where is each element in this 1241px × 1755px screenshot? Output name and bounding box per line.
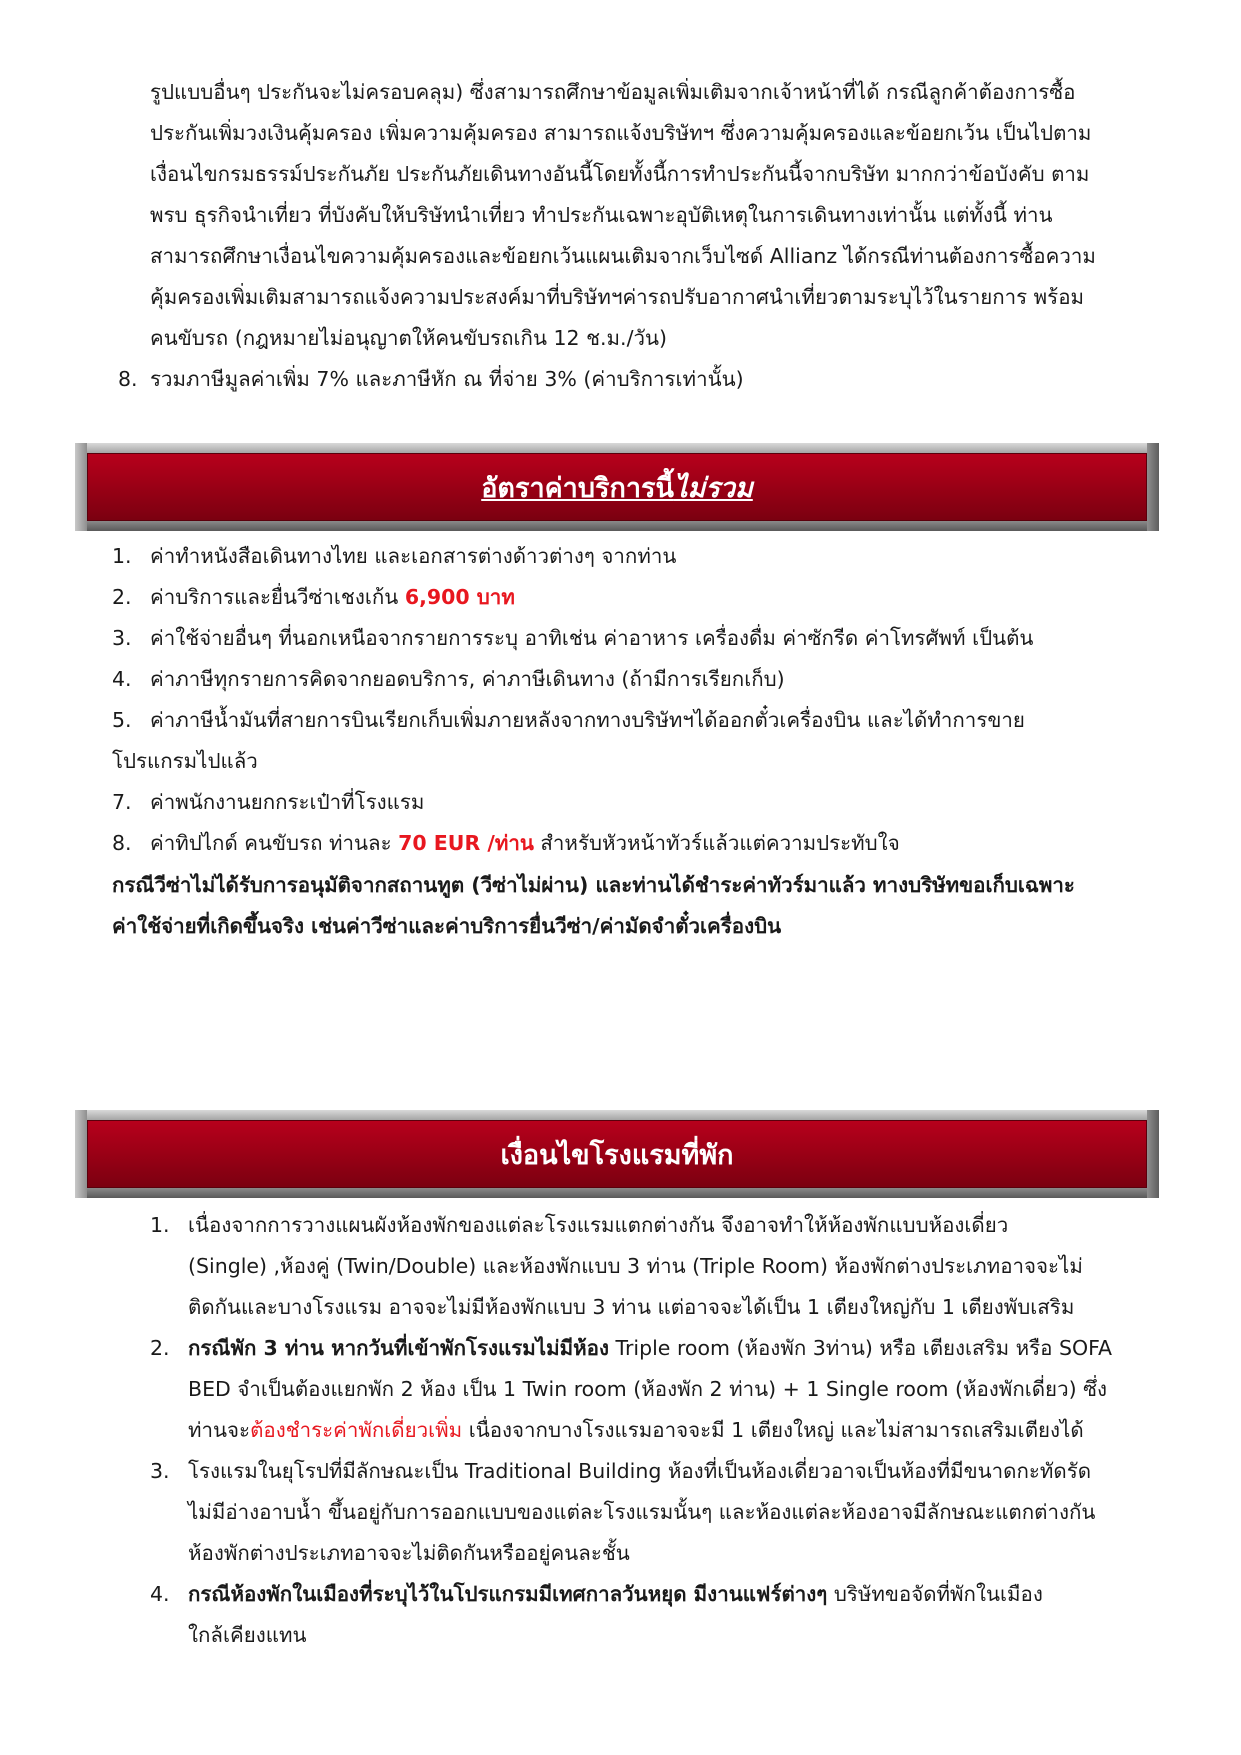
list-item-line (188, 1574, 1043, 1614)
list-item-line: ติดกันและบางโรงแรม อาจจะไม่มีห้องพักแบบ 3 ท่าน แต่อาจจะได้เป็น 1 เตียงใหญ่กับ 1 เตียงพับเสริม (188, 1295, 1075, 1319)
intro-line: ประกันเพิ่มวงเงินคุ้มครอง เพิ่มความคุ้มครอง สามารถแจ้งบริษัทฯ ซึ่งความคุ้มครองและข้อยกเว้น เป็นไปตาม (150, 121, 1092, 145)
visa-note-line: ค่าใช้จ่ายที่เกิดขึ้นจริง เช่นค่าวีซ่าและค่าบริการยื่นวีซ่า/ค่ามัดจำตั๋วเครื่องบิน (112, 914, 782, 938)
list-number: 4. (112, 667, 132, 691)
list-item-text: ค่าบริการและยื่นวีซ่าเชงเก้น (150, 585, 405, 609)
intro-line: เงื่อนไขกรมธรรม์ประกันภัย ประกันภัยเดินทางอันนี้โดยทั้งนี้การทำประกันนี้จากบริษัท มากกว่าข้อบังคับ ตาม (150, 162, 1090, 186)
list-item-line: ไม่มีอ่างอาบน้ำ ขึ้นอยู่กับการออกแบบของแต่ละโรงแรมนั้นๆ และห้องแต่ละห้องอาจมีลักษณะแตกต่างกัน (188, 1500, 1096, 1524)
list-item-text: ค่าทิปไกด์ คนขับรถ ท่านละ (150, 831, 399, 855)
intro-line: สามารถศึกษาเงื่อนไขความคุ้มครองและข้อยกเว้นแผนเติมจากเว็บไซด์ Allianz ได้กรณีท่านต้องการซื้อความ (150, 244, 1096, 268)
list-number: 2. (150, 1336, 170, 1360)
title-text: อัตราค่าบริการนี้ (481, 472, 674, 504)
intro-line: คนขับรถ (กฎหมายไม่อนุญาตให้คนขับรถเกิน 12 ช.ม./วัน) (150, 326, 667, 350)
list-item-text: รวมภาษีมูลค่าเพิ่ม 7% และภาษีหัก ณ ที่จ่าย 3% (ค่าบริการเท่านั้น) (150, 367, 744, 391)
list-item-text: ค่าภาษีทุกรายการคิดจากยอดบริการ, ค่าภาษีเดินทาง (ถ้ามีการเรียกเก็บ) (150, 667, 785, 691)
list-item-text: ค่าใช้จ่ายอื่นๆ ที่นอกเหนือจากรายการระบุ อาทิเช่น ค่าอาหาร เครื่องดื่ม ค่าซักรีด ค่าโทรศัพท์ เป็นต้น (150, 626, 1034, 650)
list-number: 1. (150, 1213, 170, 1237)
list-item-line: ห้องพักต่างประเภทอาจจะไม่ติดกันหรืออยู่คนละชั้น (188, 1541, 630, 1565)
list-number: 8. (112, 831, 132, 855)
list-number: 3. (112, 626, 132, 650)
intro-line: พรบ ธุรกิจนำเที่ยว ที่บังคับให้บริษัทนำเที่ยว ทำประกันเฉพาะอุบัติเหตุในการเดินทางเท่านั้น แต่ทั้งนี้ ท่าน (150, 203, 1053, 227)
price-highlight: 70 EUR /ท่าน (398, 831, 534, 855)
list-item-continuation: โปรแกรมไปแล้ว (112, 749, 258, 773)
intro-line: คุ้มครองเพิ่มเติมสามารถแจ้งความประสงค์มาที่บริษัทฯค่ารถปรับอากาศนำเที่ยวตามระบุไว้ในรายการ พร้อม (150, 285, 1085, 309)
list-item-line (188, 1410, 1084, 1450)
list-item-text: ท่านจะ (188, 1418, 251, 1442)
list-item-text: ค่าทำหนังสือเดินทางไทย และเอกสารต่างด้าวต่างๆ จากท่าน (150, 544, 677, 568)
hotel-section-title: เงื่อนไขโรงแรมที่พัก (500, 1139, 734, 1171)
list-number: 3. (150, 1459, 170, 1483)
list-item-line (188, 1328, 1112, 1368)
list-item-line: (Single) ,ห้องคู่ (Twin/Double) และห้องพักแบบ 3 ท่าน (Triple Room) ห้องพักต่างประเภทอาจจะไม่ (188, 1254, 1083, 1278)
list-item-text: เนื่องจากบางโรงแรมอาจจะมี 1 เตียงใหญ่ และไม่สามารถเสริมเตียงได้ (462, 1418, 1084, 1442)
list-item-text: ค่าภาษีน้ำมันที่สายการบินเรียกเก็บเพิ่มภายหลังจากทางบริษัทฯได้ออกตั๋วเครื่องบิน และได้ทำการขาย (150, 708, 1025, 732)
list-item-line: โรงแรมในยุโรปที่มีลักษณะเป็น Traditional Building ห้องที่เป็นห้องเดี่ยวอาจเป็นห้องที่มีขนาดกะทัดรัด (188, 1459, 1092, 1483)
list-item-text-after: สำหรับหัวหน้าทัวร์แล้วแต่ความประทับใจ (533, 831, 900, 855)
list-number: 4. (150, 1582, 170, 1606)
price-highlight: 6,900 บาท (404, 585, 515, 609)
list-number: 2. (112, 585, 132, 609)
excluded-section-title (75, 443, 1159, 531)
list-number: 8. (118, 367, 138, 391)
list-item-text: บริษัทขอจัดที่พักในเมือง (827, 1582, 1043, 1606)
visa-note-line: กรณีวีซ่าไม่ได้รับการอนุมัติจากสถานทูต (วีซ่าไม่ผ่าน) และท่านได้ชำระค่าทัวร์มาแล้ว ทางบริษัทขอเก็บเฉพาะ (112, 873, 1075, 897)
intro-line: รูปแบบอื่นๆ ประกันจะไม่ครอบคลุม) ซึ่งสามารถศึกษาข้อมูลเพิ่มเติมจากเจ้าหน้าที่ได้ กรณีลูกค้าต้องการซื้อ (150, 80, 1076, 104)
list-number: 1. (112, 544, 132, 568)
list-item-text: ค่าพนักงานยกกระเป๋าที่โรงแรม (150, 790, 425, 814)
red-warning-text: ต้องชำระค่าพักเดี่ยวเพิ่ม (250, 1418, 463, 1442)
list-number: 7. (112, 790, 132, 814)
title-emphasis: ไม่รวม (673, 472, 753, 504)
hotel-section-banner (75, 1110, 1159, 1198)
list-item-line: เนื่องจากการวางแผนผังห้องพักของแต่ละโรงแรมแตกต่างกัน จึงอาจทำให้ห้องพักแบบห้องเดี่ยว (188, 1213, 1009, 1237)
list-number: 5. (112, 708, 132, 732)
list-item (150, 577, 515, 617)
list-item (150, 823, 900, 863)
bold-text: กรณีพัก 3 ท่าน หากวันที่เข้าพักโรงแรมไม่มีห้อง (188, 1336, 609, 1360)
list-item-line: ใกล้เคียงแทน (188, 1623, 307, 1647)
bold-text: กรณีห้องพักในเมืองที่ระบุไว้ในโปรแกรมมีเทศกาลวันหยุด มีงานแฟร์ต่างๆ (188, 1582, 828, 1606)
list-item-text: Triple room (ห้องพัก 3ท่าน) หรือ เตียงเสริม หรือ SOFA (608, 1336, 1113, 1360)
list-item-line: BED จำเป็นต้องแยกพัก 2 ห้อง เป็น 1 Twin room (ห้องพัก 2 ท่าน) + 1 Single room (ห้องพักเดี่ยว) ซึ่ง (188, 1377, 1108, 1401)
excluded-section-banner (75, 443, 1159, 531)
